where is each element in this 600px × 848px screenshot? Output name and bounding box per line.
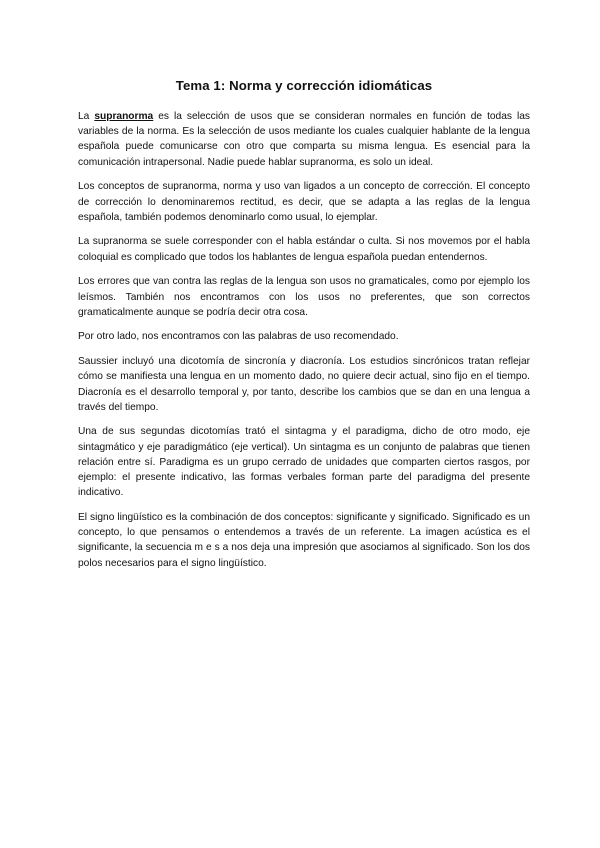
document-title: Tema 1: Norma y corrección idiomáticas: [175, 78, 433, 93]
term-supranorma: supranorma: [94, 111, 154, 122]
paragraph-sintagma-paradigma: Una de sus segundas dicotomías trató el sintagma y el paradigma, dicho de otro modo, eje sintagmático y eje paradigmático (eje vertical). Un sintagma es un conjunto de palabras que tienen relación entre sí. Paradigma es un grupo cerrado de unidades que comparten ciertos rasgos, por ejemplo: el presente indicativo, las formas verbales forman parte del paradigma del presente indicativo.: [78, 426, 530, 499]
paragraph-text: es la selección de usos que se consideran normales en función de todas las variables de la norma. Es la selección de usos mediante los cuales cualquier hablante de la lengua española puede comunicarse con otro que comparta su misma lengua. Es esencial para la comunicación intrapersonal. Nadie puede hablar supranorma, es solo un ideal.: [78, 111, 530, 168]
paragraph-supranorma-definition: [78, 109, 530, 170]
paragraph-habla-estandar: La supranorma se suele corresponder con el habla estándar o culta. Si nos movemos por el habla coloquial es complicado que todos los hablantes de lengua española puedan entendernos.: [78, 236, 530, 263]
paragraph-correccion: Los conceptos de supranorma, norma y uso van ligados a un concepto de corrección. El concepto de corrección lo denominaremos rectitud, es decir, que se adapta a las reglas de la lengua española, también podemos denominarlo como usual, lo ejemplar.: [78, 181, 530, 223]
document-page: [78, 78, 530, 580]
paragraph-errores: Los errores que van contra las reglas de la lengua son usos no gramaticales, como por ejemplo los leísmos. También nos encontramos con los usos no preferentes, que son correctos gramaticalmente aunque se podría decir otra cosa.: [78, 276, 530, 318]
paragraph-prefix: La: [78, 111, 95, 122]
paragraph-sincronia-diacronia: Saussier incluyó una dicotomía de sincronía y diacronía. Los estudios sincrónicos tratan reflejar cómo se manifiesta una lengua en un momento dado, no quiere decir actual, sino fijo en el tiempo. Diacronía es el desarrollo temporal y, por tanto, describe los cambios que se dan en una lengua a través del tiempo.: [78, 356, 530, 413]
paragraph-uso-recomendado: Por otro lado, nos encontramos con las palabras de uso recomendado.: [78, 331, 399, 343]
paragraph-signo-linguistico: El signo lingüístico es la combinación de dos conceptos: significante y significado. Significado es un concepto, lo que pensamos o entendemos a través de un referente. La imagen acústica es el significante, la secuencia m e s a nos deja una impresión que asociamos al significado. Son los dos polos necesarios para el signo lingüístico.: [78, 511, 530, 569]
